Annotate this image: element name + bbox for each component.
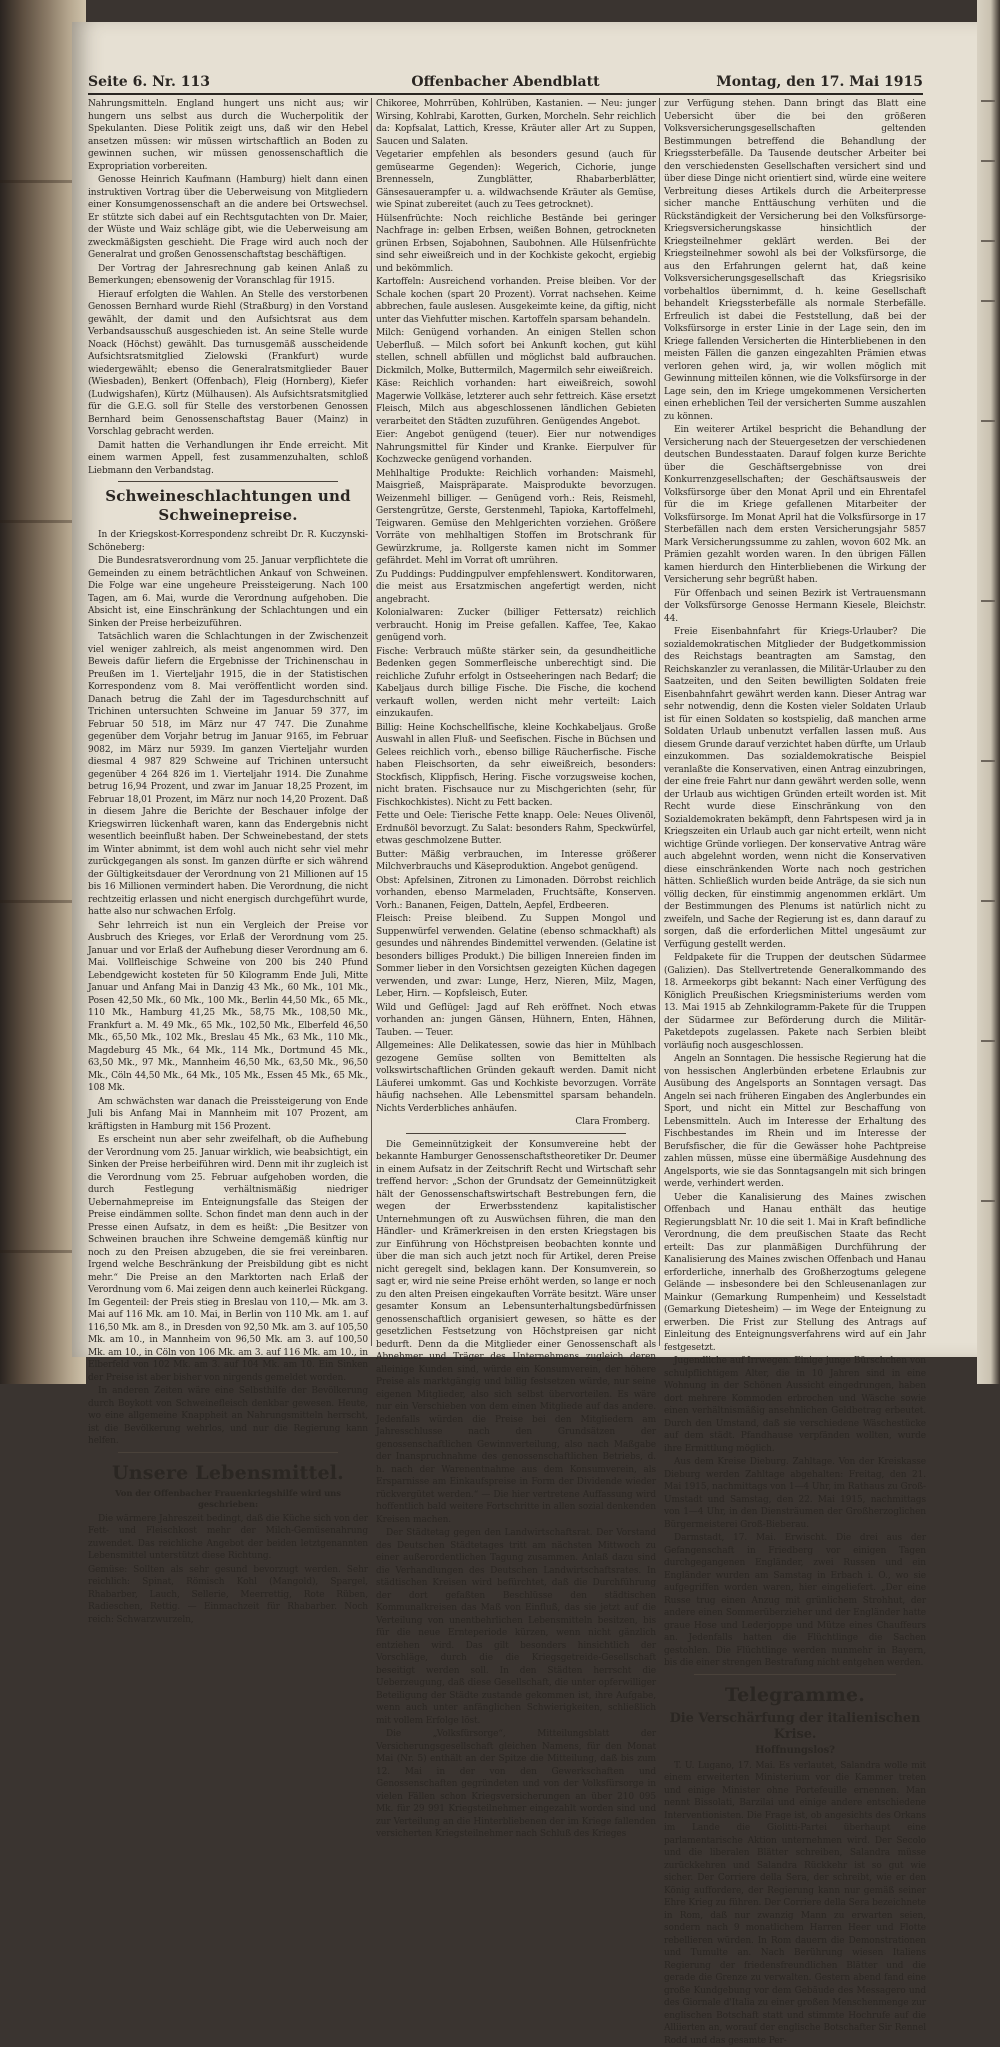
column-1: [88, 98, 368, 1348]
paragraph: Tatsächlich waren die Schlachtungen in der Zwischenzeit viel weniger zahlreich, als meist angenommen wird. Den Beweis dafür liefern die Ergebnisse der Trichinenschau in Preußen im 1. Vierteljahr 1915, die in der Statistischen Korrespondenz vom 8. Mai veröffentlicht worden sind. Danach betrug die Zahl der im Tagesdurchschnitt auf Trichinen untersuchten Schweine im Januar 59 377, im Februar 50 518, im März nur 47 747. Die Zunahme gegenüber dem Vorjahr betrug im Januar 9165, im Februar 9082, im März nur 5939. Im ganzen Vierteljahr wurden diesmal 4 987 829 Schweine auf Trichinen untersucht gegenüber 4 264 826 im 1. Vierteljahr 1914. Die Zunahme betrug 16,94 Prozent, und zwar im Januar 18,25 Prozent, im Februar 18,01 Prozent, im März nur noch 14,20 Prozent. Daß in diesem Jahre die Berichte der Beschauer infolge der Kriegswirren lückenhaft waren, kann das Endergebnis nicht wesentlich beeinflußt haben. Der Schweinebestand, der stets im Winter abnimmt, ist dem wohl auch nicht sehr viel mehr zurückgegangen als sonst. Im ganzen dürfte er sich während der Gültigkeitsdauer der Verordnung von 21 Millionen auf 15 bis 16 Millionen vermindert haben. Die Verordnung, die nicht rechtzeitig erlassen und nicht energisch durchgeführt wurde, hatte also nur schwachen Erfolg.: [88, 631, 368, 919]
section-headline: Telegramme.: [664, 1683, 926, 1707]
article-headline: Die Verschärfung der italienischen Krise.: [664, 1711, 926, 1743]
page-number: Seite 6. Nr. 113: [88, 74, 210, 90]
paragraph: Billig: Heine Kochschellfische, kleine Kochkabeljaus. Große Auswahl in allen Fluß- und Seefischen. Fische in Büchsen und Gelees reichlich vorh., ebenso billige Räucherfische. Fische haben Fleischsorten, da sehr eiweißreich, besonders: Stockfisch, Klippfisch, Hering. Fische vorzugsweise kochen, nicht braten. Fischsauce nur zu Mischgerichten (sehr, für Fischkochkistes). Nicht zu Fett backen.: [376, 722, 656, 810]
paragraph: Freie Eisenbahnfahrt für Kriegs-Urlauber? Die sozialdemokratischen Mitglieder der Budgetkommission des Reichstags beantragten am Samstag, den Reichskanzler zu veranlassen, die Militär-Urlauber zu den Saatzeiten, und den Seiten bewilligten Soldaten freie Eisenbahnfahrt gewährt werden kann. Dieser Antrag war sehr notwendig, denn die Kosten vieler Soldaten Urlaub ist für einen Soldaten so kostspielig, daß manchen arme Soldaten Urlaub unbenutzt verfallen lassen muß. Aus diesem Grunde darauf verzichtet haben dürfte, um Urlaub einzukommen. Das sozialdemokratische Beispiel veranlaßte die Konservativen, einen Antrag einzubringen, der eine freie Fahrt nur dann gewährt werden solle, wenn der Urlaub aus wichtigen Gründen erteilt worden ist. Mit Recht wurde diese Einschränkung von den Sozialdemokraten bekämpft, denn Fahrtspesen wird ja in Kriegszeiten ein Urlaub auch gar nicht erteilt, wenn nicht wichtige Gründe vorliegen. Der konservative Antrag wäre auch abgelehnt worden, wenn nicht die Konservativen diese einschränkenden Worte nach noch gestrichen hätten. Schließlich wurden beide Anträge, da sie sich nun völlig decken, für einstimmig angenommen erklärt. Um der Bestimmungen des Plenums ist natürlich nicht zu zweifeln, und Sache der Regierung ist es, dann darauf zu sorgen, daß die erforderlichen Mittel ungesäumt zur Verfügung gestellt werden.: [664, 626, 926, 951]
paragraph: T. U. Lugano, 17. Mai. Es verlautet, Salandra wolle mit einem erweiterten Ministerium vor die Kammer treten und einige Minister ohne Portefeuille ernennen. Man nennt Bissolati, Barzilai und einige andere entschiedene Interventionisten. Die Frage ist, ob angesichts des Orkans im Lande die Giolitti-Partei überhaupt eine parlamentarische Aktion unternehmen wird. Der Secolo und die liberalen Blätter schreiben, Salandra müsse zurückkehren und Salandra Rückkehr ist so gut wie sicher. Der Corriere della Sera, der schreibt, wie er den König auffordere, der Regierung kann nur gemäß seiner Ehre Krieg zu führen. Der Corriere della Sera bezeichnete in Rom, daß nur zwanzig Mann zu erwarten seien, sondern nach 9 monatlichem Harren Heer und Flotte rebellieren würden. In Rom dauern die Demonstrationen und Tumulte an. Nach Berührung wiesen Italiens Regierung der friedensfreundlichen Blätter und die gerade die Grenze zu verwalten. Gestern abend fand eine große Kundgebung vor dem Gebäude des Messagero und des Giornale d'Italia zu einer großen Menschenmenge zur englischen Botschaft statt und stimmte Hochrufe auf die Alliierten an, worauf der englische Botschafter Sir Rennel Rodd und das gesamte Per-: [664, 1760, 926, 2047]
paragraph: Obst: Apfelsinen, Zitronen zu Limonaden. Dörrobst reichlich vorhanden, ebenso Marmeladen, Fruchtsäfte, Konserven. Vorh.: Bananen, Feigen, Datteln, Aepfel, Erdbeeren.: [376, 875, 656, 913]
column-rule: [659, 98, 660, 1346]
article-headline: Unsere Lebensmittel.: [88, 1461, 368, 1485]
paragraph: Fische: Verbrauch müßte stärker sein, da gesundheitliche Bedenken gegen Sommerfleische unberechtigt sind. Die reichliche Zufuhr erfolgt in Ostseeheringen nach Bedarf; die Kabeljaus durch billige Fische. Die Fische, die kochend verkauft wollen, werden nicht mehr verteilt: Laich einzukaufen.: [376, 646, 656, 721]
paragraph: Der Städtetag gegen den Landwirtschaftsrat. Der Vorstand des Deutschen Städtetages tritt am nächsten Mittwoch zu einer außerordentlichen Tagung zusammen. Anlaß dazu sind die Verhandlungen des Deutschen Landwirtschaftsrates. In städtischen Kreisen wird befürchtet, daß die Durchführung der dort gefaßten Beschlüsse den städtischen Kommunalkreisen das Maß von Einfluß, das sie jetzt auf die Verteilung von unentbehrlichen Lebensmitteln besitzen, bis für die neue Ernteperiode kürzen, wenn nicht gänzlich entziehen wird. Das gilt besonders hinsichtlich der Vorschläge, durch die die Kriegsgetreide-Gesellschaft beseitigt werden soll. In den Städten herrscht die Ueberzeugung, daß diese Gesellschaft, die unter opferwilliger Beteiligung der Städte zustande gekommen ist, ihre Aufgabe, wenn auch unter anfänglichen Schwierigkeiten, schließlich mit vollem Erfolge löst.: [376, 1527, 656, 1727]
signature: Clara Fromberg.: [376, 1116, 650, 1129]
paragraph: Nahrungsmitteln. England hungert uns nicht aus; wir hungern uns selbst aus durch die Wucherpolitik der Spekulanten. Diese Politik zeigt uns, daß wir den Hebel ansetzen müssen: wir müssen wirtschaftlich an Boden zu gewinnen suchen, wir müssen genossenschaftlich die Expropriation vorbereiten.: [88, 98, 368, 173]
article-intro: Von der Offenbacher Frauenkriegshilfe wird uns geschrieben:: [88, 1489, 368, 1511]
paragraph: Vegetarier empfehlen als besonders gesund (auch für gemüsearme Gegenden): Wegerich, Cichorie, junge Brennesseln, Zungblätter, Rhabarberblätter, Gänsesauerampfer u. a. wildwachsende Kräuter als Gemüse, wie Spinat zubereitet (auch zu Tees getrocknet).: [376, 149, 656, 212]
separator: [118, 481, 338, 482]
paragraph: Am schwächsten war danach die Preissteigerung von Ende Juli bis Anfang Mai in Mannheim mit 107 Prozent, am kräftigsten in Hamburg mit 156 Prozent.: [88, 1096, 368, 1134]
paragraph: Die wärmere Jahreszeit bedingt, daß die Küche sich von der Fett- und Fleischkost mehr der Milch-Gemüsenahrung zuwendet. Das reichliche Angebot der beiden letztgenannten Lebensmittel unterstützt diese Richtung.: [88, 1513, 368, 1563]
paragraph: Mehlhaltige Produkte: Reichlich vorhanden: Maismehl, Maisgrieß, Maispräparate. Maisprodukte bevorzugen. Weizenmehl billiger. — Genügend vorh.: Reis, Reismehl, Gerstengrütze, Gerste, Gerstenmehl, Tapioka, Kartoffelmehl, Teigwaren. Gemüse den Mehlgerichten vorziehen. Größere Vorräte von mehlhaltigen Stoffen im Brotschrank für Gewürzkrume, ja. Rollgerste kamen nicht im Sommer gefährdet. Mehl im Vorrat oft umrühren.: [376, 468, 656, 568]
article-headline: Schweineschlachtungen und Schweinepreise.: [88, 487, 368, 525]
paragraph: Genosse Heinrich Kaufmann (Hamburg) hielt dann einen instruktiven Vortrag über die Ueberweisung von Mitgliedern einer Konsumgenossenschaft an die andere bei Ortswechsel. Er stützte sich dabei auf ein Rechtsgutachten von Dr. Maier, der Wüste und Waiz schläge gibt, wie die Ueberweisung am zweckmäßigsten geschieht. Die Frage wird auch noch der Generalrat und großen Genossenschaftstag beschäftigen.: [88, 174, 368, 262]
paragraph: Sehr lehrreich ist nun ein Vergleich der Preise vor Ausbruch des Krieges, vor Erlaß der Verordnung vom 25. Januar und vor Erlaß der Aufhebung dieser Verordnung am 6. Mai. Vollfleischige Schweine von 200 bis 240 Pfund Lebendgewicht kosteten für 50 Kilogramm Ende Juli, Mitte Januar und Anfang Mai in Danzig 43 Mk., 60 Mk., 101 Mk., Posen 42,50 Mk., 60 Mk., 100 Mk., Berlin 44,50 Mk., 65 Mk., 110 Mk., Hamburg 41,25 Mk., 58,75 Mk., 108,50 Mk., Frankfurt a. M. 49 Mk., 65 Mk., 102,50 Mk., Elberfeld 46,50 Mk., 65,50 Mk., 102 Mk., Breslau 45 Mk., 63 Mk., 110 Mk., Magdeburg 45 Mk., 64 Mk., 114 Mk., Dortmund 45 Mk., 63,50 Mk., 97 Mk., Mannheim 46,50 Mk., 63,50 Mk., 96,50 Mk., Cöln 44,50 Mk., 64 Mk., 105 Mk., Essen 45 Mk., 65 Mk., 108 Mk.: [88, 920, 368, 1095]
paragraph: Wild und Geflügel: Jagd auf Reh eröffnet. Noch etwas vorhanden an: jungen Gänsen, Hühnern, Enten, Hähnen, Tauben. — Teuer.: [376, 1002, 656, 1040]
paragraph: zur Verfügung stehen. Dann bringt das Blatt eine Uebersicht über die bei den größeren Volksversicherungsgesellschaften geltenden Bestimmungen betreffend die Behandlung der Kriegssterbefälle. Da Tausende deutscher Arbeiter bei den verschiedensten Gesellschaften versichert sind und über diese Dinge nicht orientiert sind, würde eine weitere Verbreitung dieses Artikels durch die Arbeiterpresse sicher manche Enttäuschung verhüten und die Rückständigkeit der Versicherung bei den Volksfürsorge-Kriegsversicherungskasse hinsichtlich der Kriegsteilnehmer geklärt werden. Bei der Kriegsteilnehmer sowohl als bei der Volksfürsorge, die aus den Erfahrungen gelernt hat, daß keine Volksversicherungsgesellschaft das Kriegsrisiko vorbehaltlos übernimmt, d. h. keine Gesellschaft behandelt Kriegssterbefälle als normale Sterbefälle. Erfreulich ist dabei die Feststellung, daß bei der Volksfürsorge in erster Linie in der Lage sein, den im Kriege fallenden Versicherten die Hinterbliebenen in den meisten Fällen die ganzen eingezahlten Prämien etwas verloren gehen wird, ja, wir wollen möglich mit Gewinnung mitteilen können, wie die Volksfürsorge in der Lage sein, den im Kriege umgekommenen Versicherten einen erheblichen Teil der versicherten Summe auszahlen zu können.: [664, 98, 926, 423]
paragraph: Die Bundesratsverordnung vom 25. Januar verpflichtete die Gemeinden zu einem beträchtlichen Ankauf von Schweinen. Die Folge war eine ungeheure Preissteigerung. Nach 100 Tagen, am 6. Mai, wurde die Verordnung aufgehoben. Die Absicht ist, eine Einschränkung der Schlachtungen und ein Sinken der Preise herbeizuführen.: [88, 555, 368, 630]
adjacent-page-edge: [977, 0, 1000, 1384]
paragraph: Hierauf erfolgten die Wahlen. An Stelle des verstorbenen Genossen Bernhard wurde Riehl (Straßburg) in den Vorstand gewählt, der damit und den Aufsichtsrat aus dem Verbandsausschuß ausgeschieden ist. An seine Stelle wurde Noack (Höchst) gewählt. Das turnusgemäß ausscheidende Aufsichtsratsmitglied Zielowski (Frankfurt) wurde wiedergewählt; ebenso die Generalratsmitglieder Bauer (Wiesbaden), Benkert (Offenbach), Fleig (Hornberg), Kiefer (Ludwigshafen), Kürtz (Mülhausen). Als Aufsichtsratsmitglied für die G.E.G. soll für Stelle des verstorbenen Genossen Bernhard beim Genossenschaftstag Bauer (Mainz) in Vorschlag gebracht werden.: [88, 289, 368, 439]
paragraph: Kolonialwaren: Zucker (billiger Fettersatz) reichlich verbraucht. Honig im Preise gefallen. Kaffee, Tee, Kakao genügend vorh.: [376, 607, 656, 645]
paragraph: Fleisch: Preise bleibend. Zu Suppen Mongol und Suppenwürfel verwenden. Gelatine (ebenso schmackhaft) als gesundes und nährendes Bindemittel verwenden. (Gelatine ist besonders billiges Produkt.) Die billigen Innereien finden im Sommer lieber in den Vorsichtsen gezeigten Küchen dagegen verwenden, und zwar: Lunge, Herz, Nieren, Milz, Magen, Leber, Hirn. — Kopfsleisch, Euter.: [376, 913, 656, 1001]
paragraph: Es erscheint nun aber sehr zweifelhaft, ob die Aufhebung der Verordnung vom 25. Januar wirklich, wie beabsichtigt, ein Sinken der Preise herbeiführen wird. Denn mit ihr zugleich ist die Verordnung vom 25. Februar aufgehoben worden, die durch Festlegung verhältnismäßig niedriger Uebernahmepreise im Enteignungsfalle das Steigen der Preise eindämmen sollte. Schon findet man denn auch in der Presse einen Aufsatz, in dem es heißt: „Die Besitzer von Schweinen brauchen ihre Schweine demgemäß künftig nur noch zu den Preisen abzugeben, die sie frei vereinbaren. Irgend welche Beschränkung der Preisbildung gibt es nicht mehr.“ Die Preise an den Marktorten nach Erlaß der Verordnung vom 6. Mai zeigen denn auch keinerlei Rückgang. Im Gegenteil: der Preis stieg in Breslau von 110,— Mk. am 3. Mai auf 116 Mk. am 10. Mai, in Berlin von 110 Mk. am 1. auf 116,50 Mk. am 8., in Dresden von 92,50 Mk. am 3. auf 105,50 Mk. am 10., in Mannheim von 96,50 Mk. am 3. auf 100,50 Mk. am 10., in Cöln von 106 Mk. am 3. auf 116 Mk. am 10., in Elberfeld von 102 Mk. am 3. auf 104 Mk. am 10. Ein Sinken der Preise ist aber bisher von nirgends gemeldet worden.: [88, 1134, 368, 1384]
paragraph: Für Offenbach und seinen Bezirk ist Vertrauensmann der Volksfürsorge Genosse Hermann Kiesele, Bleichstr. 44.: [664, 588, 926, 626]
paragraph: Fette und Oele: Tierische Fette knapp. Oele: Neues Olivenöl, Erdnußöl bevorzugt. Zu Salat: besonders Rahm, Speckwürfel, etwas geschmolzene Butter.: [376, 810, 656, 848]
paragraph: Darmstadt, 17. Mai. Erwischt. Die drei aus der Gefangenschaft in Friedberg vor einigen Tagen durchgegangenen Engländer, zwei Russen und ein Engländer wurden am Samstag in Erbach i. O., wo sie aufgegriffen worden waren, hier eingeliefert. „Der eine Russe trug einen Anzug mit grünlichem Strohhut, der andere einen Sommerüberzieher und der Engländer hatte graue Hose und Lederjoppe und Mütze eines Chauffeurs an. Jedenfalls hatten die Flüchtlinge die Sachen gestohlen. Die Flüchtlinge werden nunmehr in Bayern, bis die einer strengen Bestrafung nicht entgehen werden.: [664, 1532, 926, 1670]
paragraph: Butter: Mäßig verbrauchen, im Interesse größerer Milchverbrauchs und Käseproduktion. Angebot genügend.: [376, 849, 656, 874]
column-2: [376, 98, 656, 1348]
column-rule: [371, 98, 372, 1346]
paragraph: Die „Volksfürsorge“, Mitteilungsblatt der Versicherungsgesellschaft gleichen Namens, für den Monat Mai (Nr. 5) enthält an der Spitze die Mitteilung, daß bis zum 12. Mai in der von den Gewerkschaften und Genossenschaften gegründeten und von der Volksfürsorge in vielen Fällen schon Kriegsversicherungen an über 210 095 Mk. für 29 991 Kriegsteilnehmer eingezahlt worden sind und zur Verteilung an die Hinterbliebenen der im Kriege fallenden versicherten Kriegsteilnehmer nach Schluß des Krieges: [376, 1728, 656, 1841]
paragraph: Zu Puddings: Puddingpulver empfehlenswert. Konditorwaren, die meist aus Ersatzmischen angefertigt werden, nicht angebracht.: [376, 569, 656, 607]
paragraph: Kartoffeln: Ausreichend vorhanden. Preise bleiben. Vor der Schale kochen (spart 20 Prozent). Vorrat nachsehen. Keime abbrechen, faule auslesen. Ausgekeimte keine, da giftig, nicht unter das Viehfutter mischen. Kartoffeln sparsam behandeln.: [376, 276, 656, 326]
paragraph: Jugendliche auf Irrwegen. Einige junge Bürschchen von schulpflichtigem Alter, die in 10 Jahren sind in eine Wohnung in der Schönen Aussicht eingedrungen, haben dort mehrere Kommoden erbrochen und Wäsche sowie einen verhältnismäßig ansehnlichen Geldbetrag erbeutet. Durch den Umstand, daß sie verschiedene Wäschestücke auf dem städt. Pfandhause verpfänden wollten, wurde ihre Ermittlung möglich.: [664, 1355, 926, 1455]
separator: [406, 1133, 626, 1134]
separator: [118, 1452, 338, 1453]
column-3: [664, 98, 926, 1348]
paragraph: Der Vortrag der Jahresrechnung gab keinen Anlaß zu Bemerkungen; ebensowenig der Voranschlag für 1915.: [88, 263, 368, 288]
article-subheadline: Hoffnungslos?: [664, 1744, 926, 1757]
paragraph: Aus dem Kreise Dieburg. Zahltage. Von der Kreiskasse Dieburg werden Zahltage abgehalten: Freitag, den 21. Mai 1915, nachmittags von 1—4 Uhr, im Rathaus zu Groß-Umstadt und Samstag, den 22. Mai 1915, nachmittags von 1—4 Uhr, in den Diensträumen der Großherzoglichen Bürgermeisterei Groß-Bieberau.: [664, 1456, 926, 1531]
paragraph: Die Gemeinnützigkeit der Konsumvereine hebt der bekannte Hamburger Genossenschaftstheoretiker Dr. Deumer in einem Aufsatz in der Zeitschrift Recht und Wirtschaft sehr treffend hervor: „Schon der Grundsatz der Gemeinnützigkeit hält der Genossenschaftswirtschaft Bestrebungen fern, die wegen der Erwerbsstendenz kapitalistischer Unternehmungen oft zu Auswüchsen führen, die man den Händler- und Krämerkreisen in den ersten Kriegstagen bis zur Einführung von Höchstpreisen beobachten konnte und über die man sich auch jetzt noch für Artikel, deren Preise nicht geregelt sind, beklagen kann. Der Konsumverein, so sagt er, wird nie seine Preise erhöht werden, so lange er noch zu den alten Preisen eingekauften Vorräte besitzt. Wäre unser gesamter Konsum an Lebensunterhaltungsbedürfnissen genossenschaftlich organisiert gewesen, so hätte es der gesetzlichen Festsetzung von Höchstpreisen gar nicht bedurft. Denn da die Mitglieder einer Genossenschaft als Abnehmer und Träger des Unternehmens zugleich deren alleinige Kunden sind, würde ein Konsumverein, der höhere Preise als marktgängig und billig festsetzen würde, nur seine eigenen Mitglieder, also sich selbst übervorteilen. Es wäre nur ein Verschieben von dem einen Mitgliede auf das andere. Jedenfalls würden die Preise bei den Mitgliedern am Jahresschlusse nach den Grundsätzen der genossenschaftlichen Gewinnverteilung, also nach Maßgabe der Inanspruchnahme des genossenschaftlichen Betriebs, d. h. nach der Warenentnahme aus dem Konsumverein, als Ersparnisse am Einkaufspreise in Form der Dividende wieder rückvergütet werden.“ — Die hier vertretene Auffassung wird hoffentlich bald weitere Fortschritte in allen sozial denkenden Kreisen machen.: [376, 1139, 656, 1527]
paragraph: Ueber die Kanalisierung des Maines zwischen Offenbach und Hanau enthält das heutige Regierungsblatt Nr. 10 die seit 1. Mai in Kraft befindliche Verordnung, die dem preußischen Staate das Recht erteilt: Das zur planmäßigen Durchführung der Kanalisierung des Maines zwischen Offenbach und Hanau erforderliche, innerhalb des Großherzogtums gelegene Gelände — insbesondere bei den Schleusenanlagen zur Mainkur (Gemarkung Rumpenheim) und Kesselstadt (Gemarkung Dietesheim) — im Wege der Enteignung zu erwerben. Die Frist zur Stellung des Antrags auf Einleitung des Enteignungsverfahrens wird auf ein Jahr festgesetzt.: [664, 1192, 926, 1355]
paragraph: Ein weiterer Artikel bespricht die Behandlung der Versicherung nach der Steuergesetzen der verschiedenen deutschen Bundesstaaten. Darauf folgen kurze Berichte über die Geschäftsergebnisse von drei Konkurrenzgesellschaften; der Geschäftsausweis der Volksfürsorge über den Monat April und ein Ehrentafel für die im Kriege gefallenen Mitarbeiter der Volksfürsorge. Im Monat April hat die Volksfürsorge in 17 Sterbefällen nach dem ersten Versicherungsjahr 5857 Mark Versicherungssumme zu zahlen, wovon 602 Mk. an Prämien gezahlt worden waren. In den übrigen Fällen kamen hierdurch den Hinterbliebenen die Wirkung der Versicherung sehr begrüßt haben.: [664, 424, 926, 587]
newspaper-title: Offenbacher Abendblatt: [88, 74, 923, 90]
separator: [694, 1674, 896, 1675]
paragraph: Käse: Reichlich vorhanden: hart eiweißreich, sowohl Magerwie Vollkäse, letzterer auch sehr fettreich. Käse ersetzt Fleisch, Milch aus abgeschlossenen ländlichen Gebieten verarbeitet den Städten zuzuführen. Genügendes Angebot.: [376, 378, 656, 428]
paragraph: In anderen Zeiten wäre eine Selbsthilfe der Bevölkerung durch Boykott von Schweinefleisch denkbar gewesen. Heute, wo eine allgemeine Knappheit an Nahrungsmitteln herrscht, ist die Bevölkerung wehrlos, und nur die Regierung kann helfen.: [88, 1385, 368, 1448]
issue-date: Montag, den 17. Mai 1915: [716, 74, 923, 90]
paragraph: Angeln an Sonntagen. Die hessische Regierung hat die von hessischen Anglerbünden erbetene Erlaubnis zur Ausübung des Angelsports an Sonntagen versagt. Das Angeln sei nach früheren Eingaben des Anglerbundes ein Sport, und nicht ein Mittel zur Beschaffung von Lebensmitteln. Auch im Interesse der Erhaltung des Fischbestandes im Rhein und im Interesse der Berufsfischer, die für die Gewässer hohe Pachtpreise zahlen müssen, müsse eine übermäßige Ausdehnung des Angelsports, wie sie das Sonntagsangeln mit sich bringen werde, verhindert werden.: [664, 1053, 926, 1191]
paragraph: Gemüse: Sollten als sehr gesund bevorzugt werden. Sehr reichlich: Spinat, Römisch Kohl (Mangold), Spargel, Rhabarber, Lauch, Sellerie, Meerrettig, Rote Rüben, Radieschen, Rettig. — Einmachzeit für Rhabarber. Noch reich: Schwarzwurzeln,: [88, 1564, 368, 1627]
header-rule: [88, 93, 923, 95]
paragraph: Damit hatten die Verhandlungen ihr Ende erreicht. Mit einem warmen Appell, fest zusammenzuhalten, schloß Liebmann den Verbandstag.: [88, 440, 368, 478]
paragraph: In der Kriegskost-Korrespondenz schreibt Dr. R. Kuczynski-Schöneberg:: [88, 529, 368, 554]
paragraph: Hülsenfrüchte: Noch reichliche Bestände bei geringer Nachfrage in: gelben Erbsen, weißen Bohnen, getrockneten grünen Erbsen, Sojabohnen, Saubohnen. Alle Hülsenfrüchte sind sehr eiweißreich und in der Kochkiste gekocht, ergiebig und bekömmlich.: [376, 213, 656, 276]
paragraph: Chikoree, Mohrrüben, Kohlrüben, Kastanien. — Neu: junger Wirsing, Kohlrabi, Karotten, Gurken, Morcheln. Sehr reichlich da: Kopfsalat, Lattich, Kresse, Kräuter aller Art zu Suppen, Saucen und Salaten.: [376, 98, 656, 148]
paragraph: Allgemeines: Alle Delikatessen, sowie das hier in Mühlbach gezogene Gemüse sollten von Bemittelten als volkswirtschaftlichen Gründen gekauft werden. Damit nicht Läuferei umkommt. Gas und Kochkiste bevorzugen. Vorräte häufig nachsehen. Alle Lebensmittel sparsam behandeln. Nichts Verderbliches anhäufen.: [376, 1040, 656, 1115]
paragraph: Milch: Genügend vorhanden. An einigen Stellen schon Ueberfluß. — Milch sofort bei Ankunft kochen, gut kühl stellen, schnell abfüllen und möglichst bald aufbrauchen. Dickmilch, Molke, Buttermilch, Magermilch sehr eiweißreich.: [376, 327, 656, 377]
paragraph: Feldpakete für die Truppen der deutschen Südarmee (Galizien). Das Stellvertretende Generalkommando des 18. Armeekorps gibt bekannt: Nach einer Verfügung des Königlich Preußischen Kriegsministeriums werden vom 13. Mai 1915 ab Zehnkilogramm-Pakete für die Truppen der Südarmee zur Beförderung durch die Militär-Paketdepots zugelassen. Pakete nach Serbien bleibt vorläufig noch ausgeschlossen.: [664, 952, 926, 1052]
paragraph: Eier: Angebot genügend (teuer). Eier nur notwendiges Nahrungsmittel für Kinder und Kranke. Eierpulver für Kochzwecke genügend vorhanden.: [376, 429, 656, 467]
